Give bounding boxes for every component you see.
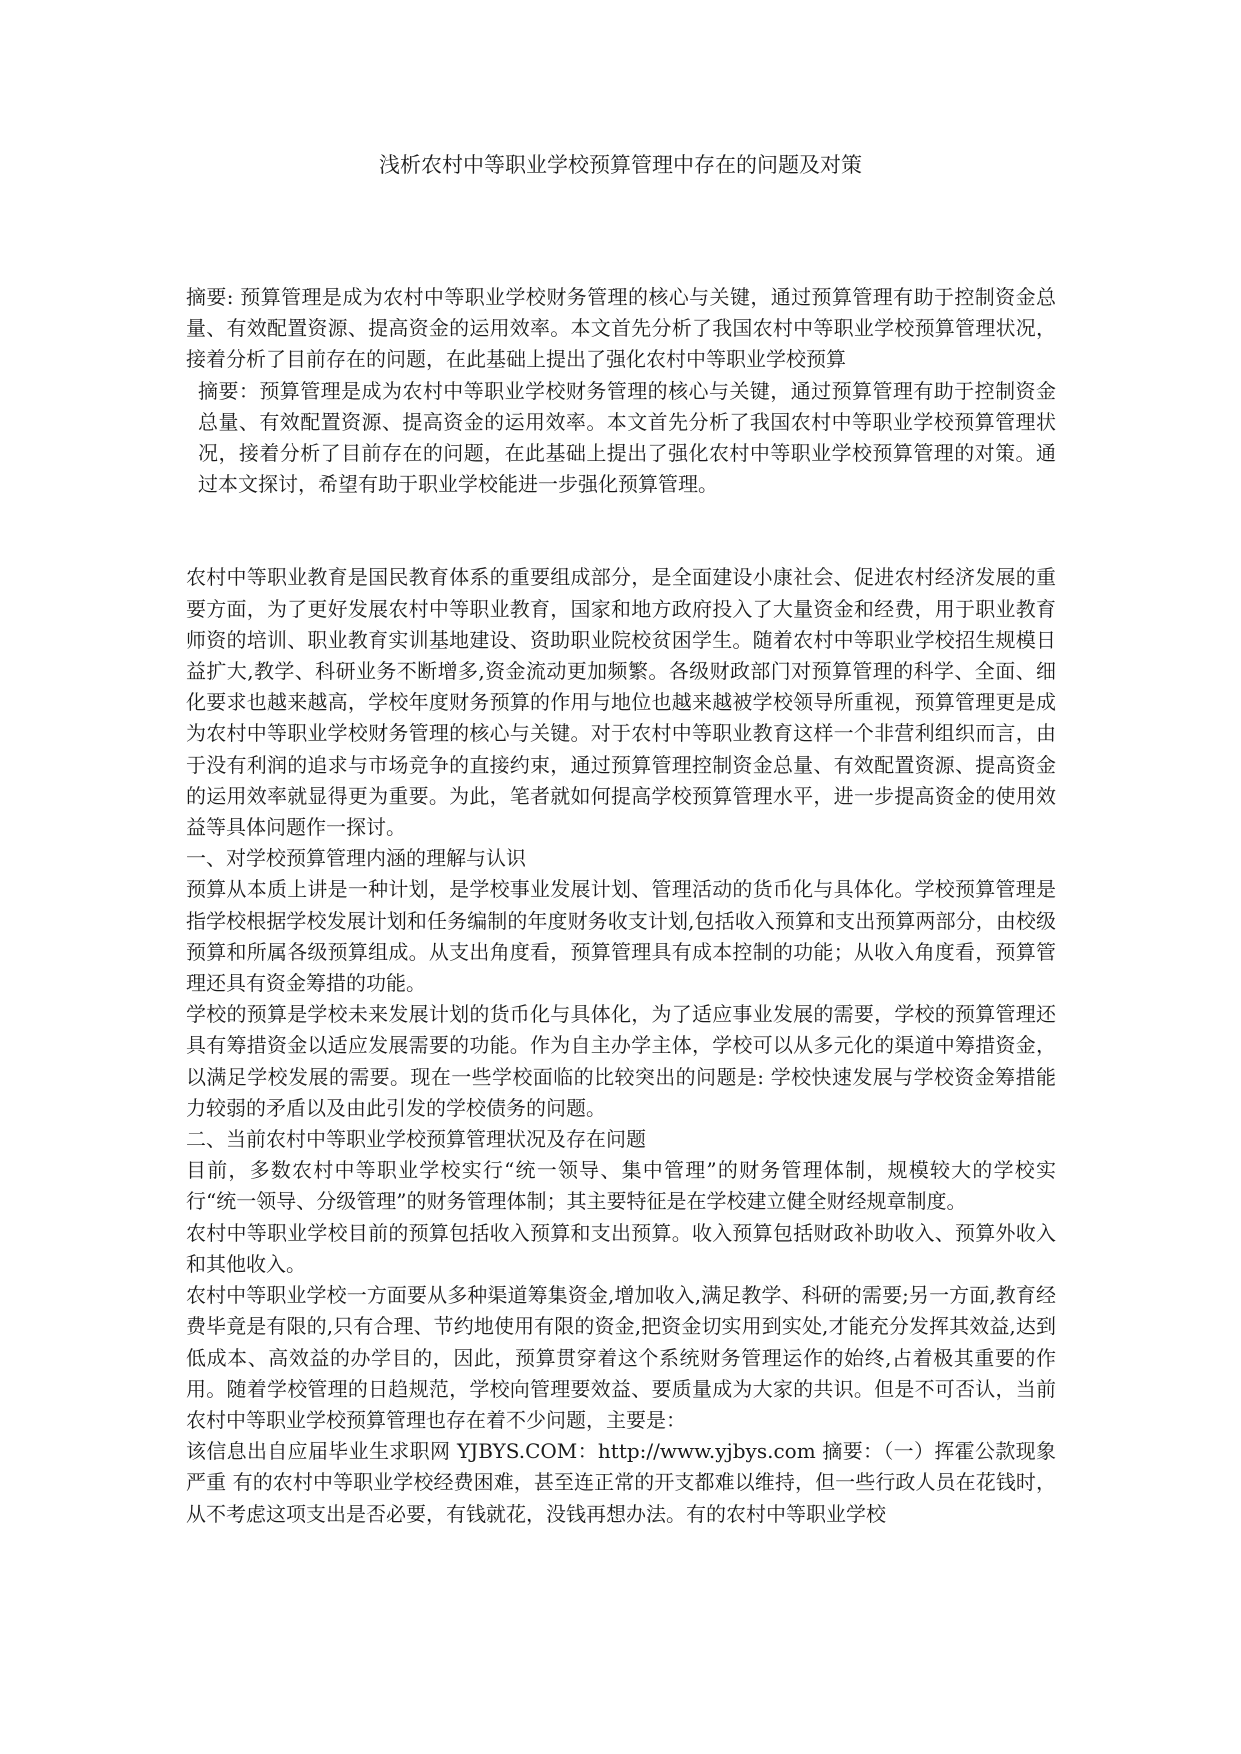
section-heading-2: 二、当前农村中等职业学校预算管理状况及存在问题	[186, 1127, 646, 1152]
document-body	[186, 282, 1056, 1530]
section-2-paragraph-3: 农村中等职业学校一方面要从多种渠道筹集资金,增加收入,满足教学、科研的需要;另一方面,教育经费毕竟是有限的,只有合理、节约地使用有限的资金,把资金切实用到实处,才能充分发挥其效益,达到低成本、高效益的办学目的，因此，预算贯穿着这个系统财务管理运作的始终,占着极其重要的作用。随着学校管理的日趋规范，学校向管理要效益、要质量成为大家的共识。但是不可否认，当前农村中等职业学校预算管理也存在着不少问题，主要是：	[186, 1283, 1056, 1432]
intro-paragraph: 农村中等职业教育是国民教育体系的重要组成部分，是全面建设小康社会、促进农村经济发展的重要方面，为了更好发展农村中等职业教育，国家和地方政府投入了大量资金和经费，用于职业教育师资的培训、职业教育实训基地建设、资助职业院校贫困学生。随着农村中等职业学校招生规模日益扩大,教学、科研业务不断增多,资金流动更加频繁。各级财政部门对预算管理的科学、全面、细化要求也越来越高，学校年度财务预算的作用与地位也越来越被学校领导所重视，预算管理更是成为农村中等职业学校财务管理的核心与关键。对于农村中等职业教育这样一个非营利组织而言，由于没有利润的追求与市场竞争的直接约束，通过预算管理控制资金总量、有效配置资源、提高资金的运用效率就显得更为重要。为此，笔者就如何提高学校预算管理水平，进一步提高资金的使用效益等具体问题作一探讨。	[186, 565, 1056, 840]
document-title: 浅析农村中等职业学校预算管理中存在的问题及对策	[379, 153, 862, 177]
section-2-paragraph-2: 农村中等职业学校目前的预算包括收入预算和支出预算。收入预算包括财政补助收入、预算外收入和其他收入。	[186, 1220, 1056, 1276]
section-2-paragraph-1: 目前，多数农村中等职业学校实行“统一领导、集中管理”的财务管理体制，规模较大的学校实行“统一领导、分级管理”的财务管理体制；其主要特征是在学校建立健全财经规章制度。	[186, 1158, 1056, 1214]
abstract-paragraph: 摘要: 预算管理是成为农村中等职业学校财务管理的核心与关键，通过预算管理有助于控制资金总量、有效配置资源、提高资金的运用效率。本文首先分析了我国农村中等职业学校预算管理状况，接着分析了目前存在的问题，在此基础上提出了强化农村中等职业学校预算	[186, 285, 1056, 372]
section-heading-1: 一、对学校预算管理内涵的理解与认识	[186, 846, 526, 871]
section-1-paragraph-1: 预算从本质上讲是一种计划，是学校事业发展计划、管理活动的货币化与具体化。学校预算管理是指学校根据学校发展计划和任务编制的年度财务收支计划,包括收入预算和支出预算两部分，由校级预算和所属各级预算组成。从支出角度看，预算管理具有成本控制的功能；从收入角度看，预算管理还具有资金筹措的功能。	[186, 877, 1056, 996]
section-2-paragraph-4: 该信息出自应届毕业生求职网 YJBYS.COM：http://www.yjbys.com 摘要：（一）挥霍公款现象严重 有的农村中等职业学校经费困难，甚至连正常的开支都难以维持，但一些行政人员在花钱时，从不考虑这项支出是否必要，有钱就花，没钱再想办法。有的农村中等职业学校	[186, 1439, 1056, 1526]
section-1-paragraph-2: 学校的预算是学校未来发展计划的货币化与具体化，为了适应事业发展的需要，学校的预算管理还具有筹措资金以适应发展需要的功能。作为自主办学主体，学校可以从多元化的渠道中筹措资金，以满足学校发展的需要。现在一些学校面临的比较突出的问题是: 学校快速发展与学校资金筹措能力较弱的矛盾以及由此引发的学校债务的问题。	[186, 1002, 1056, 1120]
abstract-paragraph-repeat: 摘要：预算管理是成为农村中等职业学校财务管理的核心与关键，通过预算管理有助于控制资金总量、有效配置资源、提高资金的运用效率。本文首先分析了我国农村中等职业学校预算管理状况，接着分析了目前存在的问题，在此基础上提出了强化农村中等职业学校预算管理的对策。通过本文探讨，希望有助于职业学校能进一步强化预算管理。	[198, 378, 1056, 497]
paragraph-gap	[186, 500, 1056, 562]
